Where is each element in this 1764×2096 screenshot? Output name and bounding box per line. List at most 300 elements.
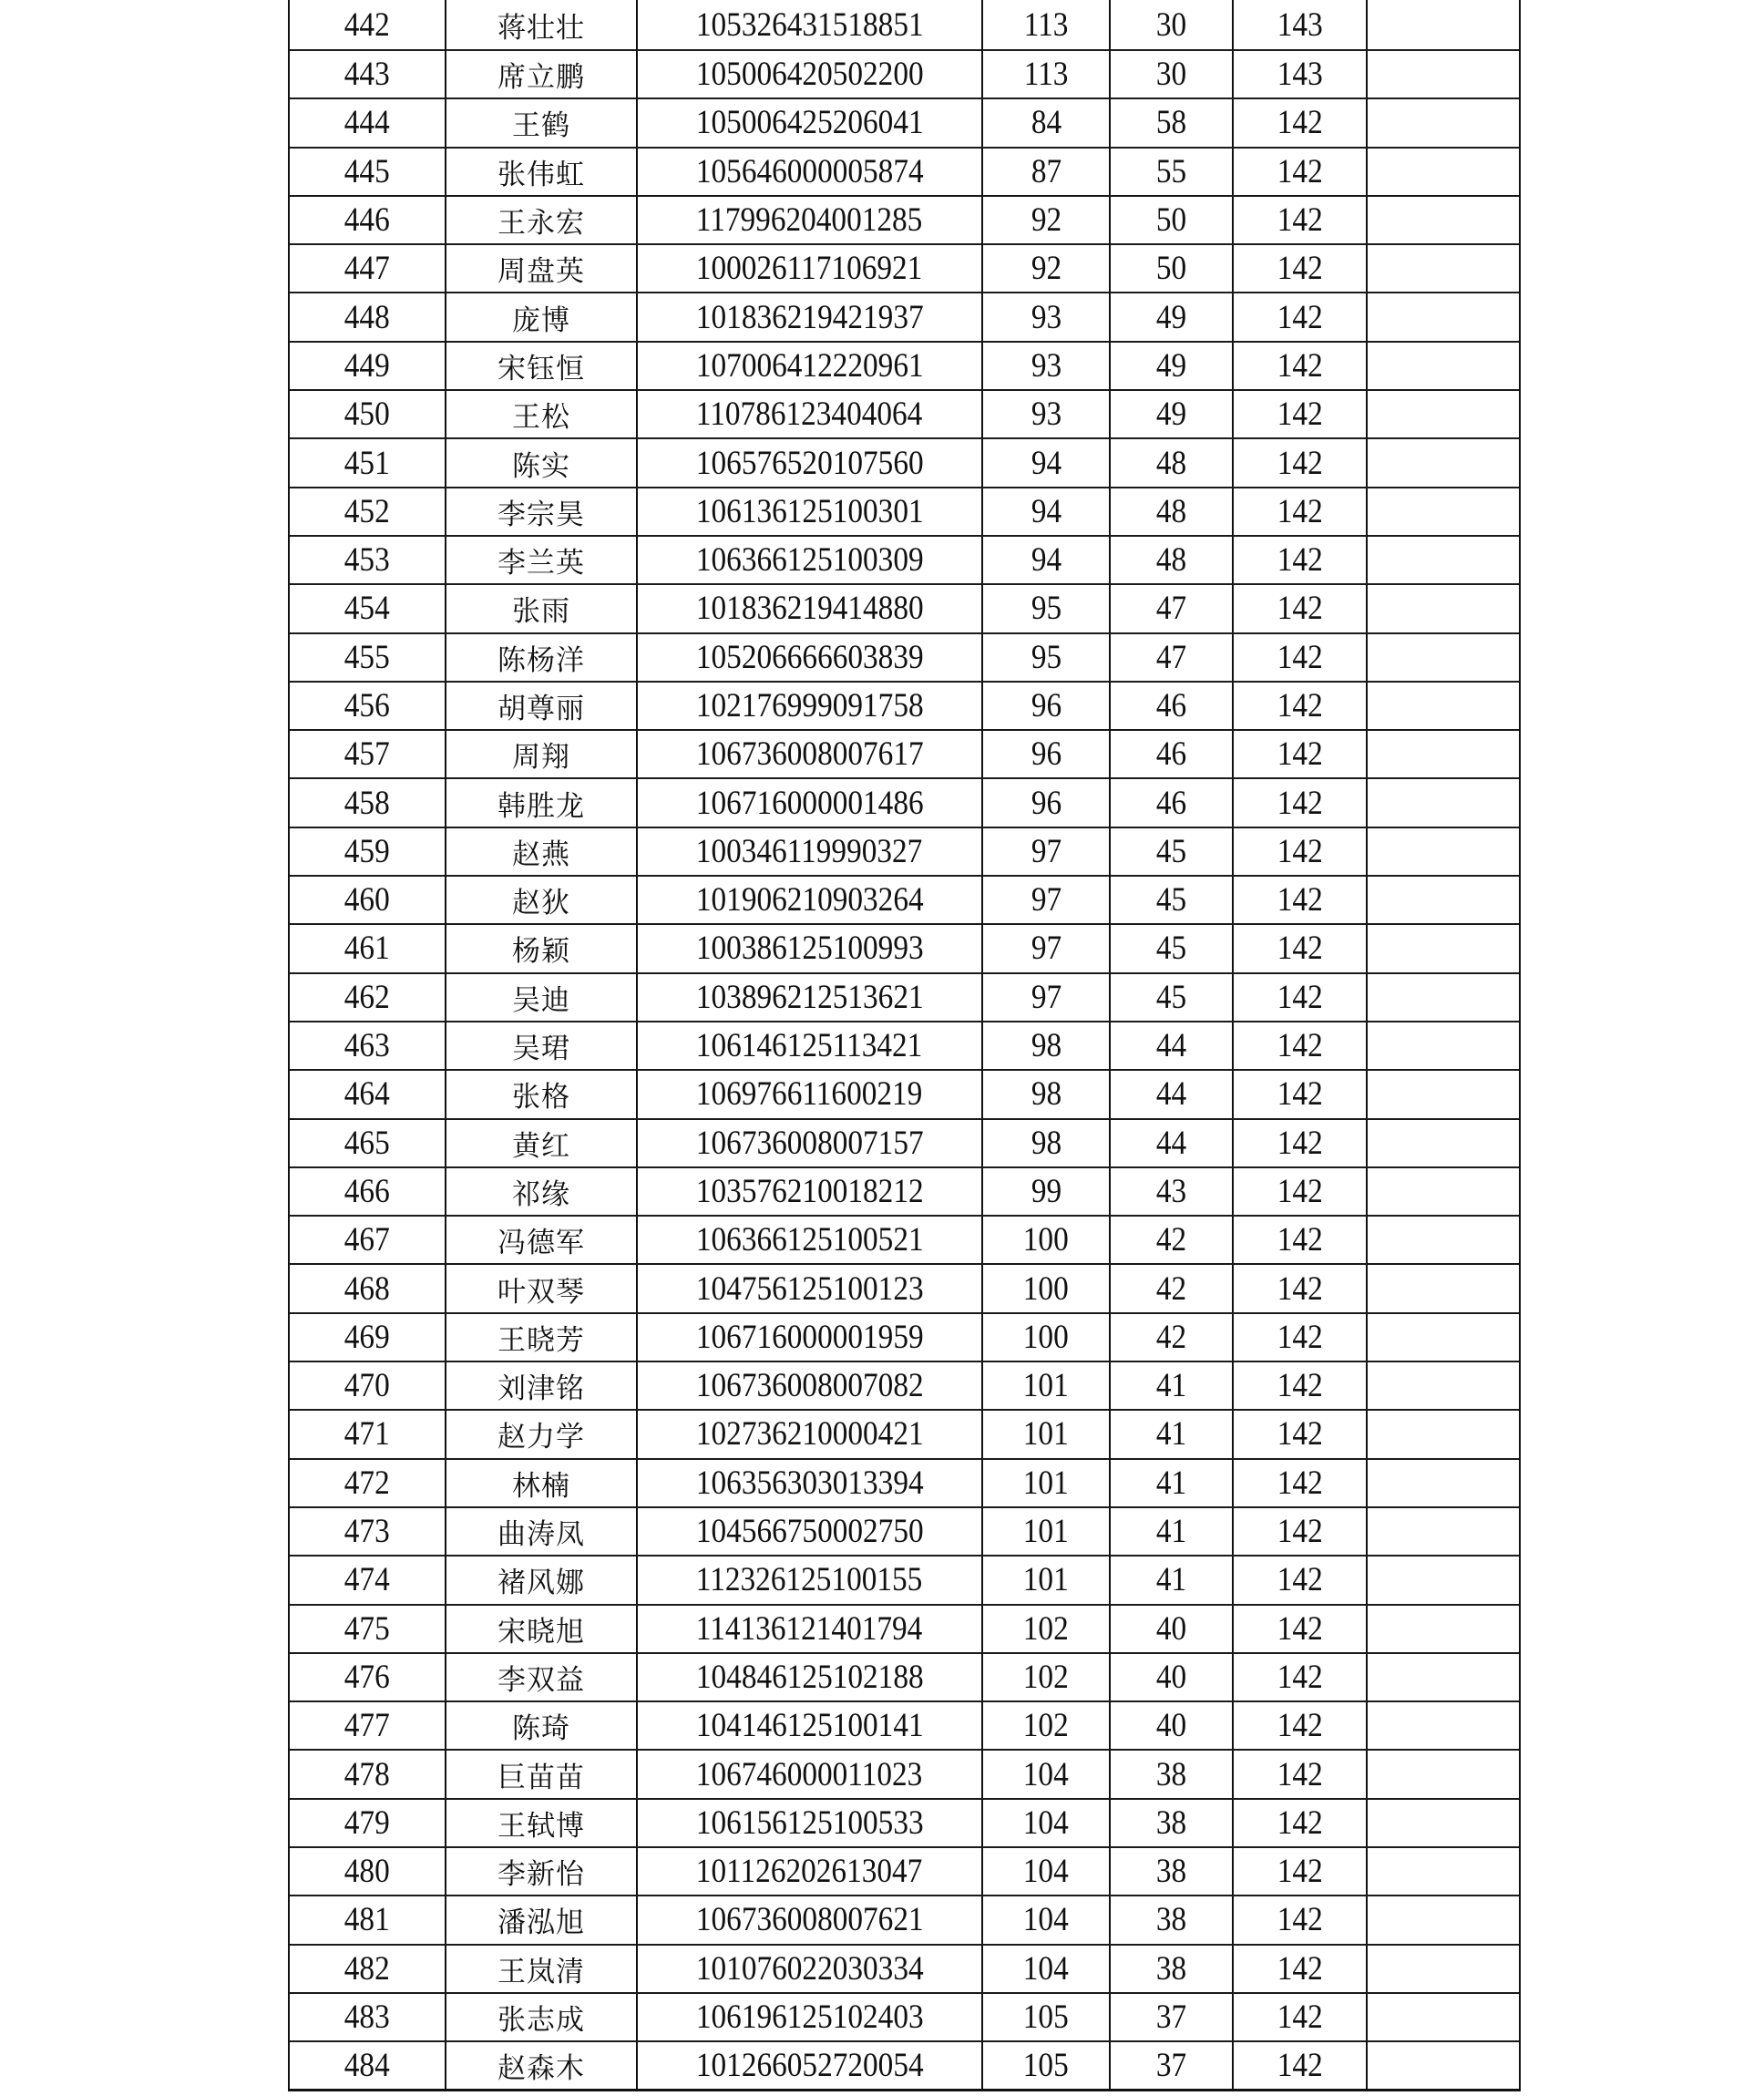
score-b-cell [1111, 1848, 1234, 1895]
score-a-cell-text: 100 [1023, 1318, 1069, 1356]
candidate-id-cell [638, 245, 983, 292]
candidate-id-cell-text: 101836219414880 [695, 590, 924, 628]
score-a-cell-text: 94 [1031, 444, 1061, 482]
table-row [290, 2040, 1519, 2089]
score-a-cell-text: 97 [1031, 832, 1061, 870]
score-b-cell-text: 46 [1155, 687, 1187, 724]
rank-cell-text: 465 [344, 1124, 390, 1162]
score-a-cell-text: 93 [1031, 396, 1061, 434]
candidate-id-cell-text: 106366125100521 [695, 1221, 924, 1259]
name-cell-text: 张雨 [512, 595, 570, 629]
name-cell-text: 叶双琴 [497, 1275, 585, 1309]
total-score-cell [1234, 731, 1368, 777]
name-cell [446, 1168, 638, 1215]
name-cell-text: 赵狄 [512, 887, 570, 920]
total-score-cell-text: 142 [1277, 687, 1323, 724]
table-row [290, 0, 1519, 49]
name-cell-text: 王轼博 [497, 1809, 585, 1843]
total-score-cell [1234, 1217, 1368, 1263]
table-row [290, 1361, 1519, 1409]
rank-cell-text: 481 [344, 1901, 390, 1939]
table-row [290, 1215, 1519, 1263]
total-score-cell [1234, 925, 1368, 971]
score-a-cell-text: 97 [1031, 978, 1061, 1016]
score-b-cell-text: 44 [1155, 1027, 1187, 1065]
candidate-id-cell [638, 1120, 983, 1166]
score-a-cell-text: 98 [1031, 1027, 1061, 1065]
name-cell-text: 蒋壮壮 [497, 11, 585, 45]
candidate-id-cell-text: 106156125100533 [695, 1803, 924, 1842]
total-score-cell-text: 143 [1277, 5, 1323, 44]
score-b-cell-text: 40 [1155, 1707, 1187, 1745]
name-cell-text: 陈杨洋 [497, 643, 585, 677]
total-score-cell [1234, 391, 1368, 437]
total-score-cell [1234, 1362, 1368, 1409]
name-cell [446, 1265, 638, 1311]
total-score-cell [1234, 1022, 1368, 1069]
rank-cell-text: 447 [344, 250, 390, 288]
score-b-cell [1111, 1314, 1234, 1361]
score-a-cell [983, 1896, 1111, 1943]
rank-cell-text: 445 [344, 152, 390, 190]
candidate-id-cell [638, 877, 983, 923]
table-row [290, 1555, 1519, 1603]
score-a-cell [983, 293, 1111, 340]
rank-cell-text: 484 [344, 2047, 390, 2085]
score-a-cell-text: 97 [1031, 930, 1061, 968]
name-cell-text: 巨苗苗 [497, 1761, 585, 1794]
rank-cell [290, 1362, 446, 1409]
table-row [290, 681, 1519, 729]
score-a-cell [983, 1460, 1111, 1506]
rank-cell [290, 1606, 446, 1652]
total-score-cell-text: 142 [1277, 930, 1323, 968]
table-row [290, 1846, 1519, 1895]
candidate-id-cell [638, 1314, 983, 1361]
candidate-id-cell-text: 106976611600219 [696, 1075, 923, 1114]
candidate-id-cell [638, 1022, 983, 1069]
rank-cell-text: 453 [344, 541, 390, 580]
score-b-cell-text: 40 [1155, 1609, 1187, 1648]
note-cell [1368, 99, 1519, 146]
name-cell [446, 1411, 638, 1457]
rank-cell [290, 974, 446, 1021]
name-cell-text: 周翔 [512, 741, 570, 775]
score-b-cell [1111, 828, 1234, 875]
name-cell [446, 391, 638, 437]
score-a-cell-text: 94 [1031, 492, 1061, 530]
name-cell-text: 席立鹏 [497, 61, 585, 95]
note-cell [1368, 1606, 1519, 1652]
total-score-cell [1234, 1460, 1368, 1506]
candidate-id-cell [638, 1654, 983, 1700]
rank-cell-text: 452 [344, 492, 390, 530]
total-score-cell [1234, 99, 1368, 146]
total-score-cell [1234, 1800, 1368, 1846]
rank-cell [290, 1751, 446, 1797]
name-cell-text: 王永宏 [497, 207, 585, 241]
score-b-cell-text: 40 [1155, 1658, 1187, 1696]
rank-cell [290, 0, 446, 49]
score-a-cell-text: 99 [1031, 1172, 1061, 1210]
total-score-cell [1234, 828, 1368, 875]
name-cell [446, 1751, 638, 1797]
score-a-cell-text: 87 [1031, 152, 1061, 190]
rank-cell-text: 473 [344, 1513, 390, 1551]
total-score-cell-text: 142 [1277, 1755, 1323, 1793]
candidate-id-cell [638, 537, 983, 583]
name-cell [446, 245, 638, 292]
candidate-id-cell-text: 105646000005874 [695, 152, 924, 190]
score-b-cell-text: 49 [1155, 396, 1187, 434]
total-score-cell-text: 142 [1277, 298, 1323, 336]
score-a-cell-text: 97 [1031, 881, 1061, 920]
candidate-id-cell [638, 1168, 983, 1215]
rank-cell-text: 477 [344, 1707, 390, 1745]
table-row [290, 632, 1519, 681]
name-cell [446, 1362, 638, 1409]
name-cell-text: 赵森木 [497, 2052, 585, 2086]
note-cell [1368, 1411, 1519, 1457]
rank-cell-text: 478 [344, 1755, 390, 1793]
score-b-cell-text: 42 [1155, 1221, 1187, 1259]
candidate-id-cell-text: 105006425206041 [695, 104, 924, 142]
total-score-cell-text: 142 [1277, 1075, 1323, 1114]
note-cell [1368, 343, 1519, 389]
rank-cell-text: 480 [344, 1853, 390, 1891]
rank-cell [290, 779, 446, 826]
name-cell-text: 黄红 [512, 1129, 570, 1163]
name-cell [446, 683, 638, 729]
candidate-id-cell-text: 106366125100309 [695, 541, 924, 580]
candidate-id-cell [638, 585, 983, 632]
note-cell [1368, 1460, 1519, 1506]
score-a-cell [983, 149, 1111, 195]
name-cell-text: 王晓芳 [497, 1323, 585, 1357]
score-b-cell [1111, 1168, 1234, 1215]
note-cell [1368, 391, 1519, 437]
score-a-cell-text: 92 [1031, 250, 1061, 288]
score-a-cell-text: 93 [1031, 298, 1061, 336]
candidate-id-cell-text: 105006420502200 [695, 56, 924, 94]
score-a-cell-text: 104 [1023, 1901, 1069, 1939]
score-b-cell [1111, 488, 1234, 535]
score-a-cell [983, 1508, 1111, 1555]
score-a-cell [983, 1702, 1111, 1749]
candidate-id-cell-text: 114136121401794 [696, 1609, 923, 1648]
rank-cell [290, 1071, 446, 1117]
score-a-cell [983, 0, 1111, 49]
note-cell [1368, 1557, 1519, 1603]
table-row [290, 1118, 1519, 1166]
table-row [290, 1166, 1519, 1215]
candidate-id-cell-text: 104846125102188 [695, 1658, 924, 1696]
score-b-cell [1111, 634, 1234, 681]
score-b-cell-text: 49 [1155, 298, 1187, 336]
score-b-cell-text: 38 [1155, 1803, 1187, 1842]
total-score-cell-text: 142 [1277, 1415, 1323, 1454]
candidate-id-cell [638, 197, 983, 243]
name-cell [446, 828, 638, 875]
note-cell [1368, 2042, 1519, 2089]
name-cell [446, 439, 638, 486]
total-score-cell-text: 142 [1277, 1221, 1323, 1259]
total-score-cell [1234, 585, 1368, 632]
rank-cell-text: 456 [344, 687, 390, 724]
rank-cell [290, 537, 446, 583]
candidate-id-cell-text: 100026117106921 [696, 250, 923, 288]
candidate-id-cell-text: 102736210000421 [695, 1415, 924, 1454]
name-cell [446, 2042, 638, 2089]
total-score-cell-text: 142 [1277, 1124, 1323, 1162]
rank-cell [290, 1314, 446, 1361]
score-b-cell [1111, 1751, 1234, 1797]
candidate-id-cell-text: 106716000001486 [695, 784, 924, 822]
candidate-id-cell [638, 391, 983, 437]
score-b-cell [1111, 51, 1234, 98]
name-cell-text: 宋晓旭 [497, 1615, 585, 1649]
score-a-cell [983, 974, 1111, 1021]
name-cell-text: 赵力学 [497, 1421, 585, 1454]
score-b-cell-text: 41 [1155, 1464, 1187, 1502]
table-row [290, 875, 1519, 923]
name-cell [446, 1557, 638, 1603]
rank-cell [290, 683, 446, 729]
table-row [290, 487, 1519, 535]
total-score-cell [1234, 1508, 1368, 1555]
rank-cell [290, 1022, 446, 1069]
candidate-id-cell [638, 1217, 983, 1263]
name-cell-text: 陈实 [512, 449, 570, 483]
table-row [290, 972, 1519, 1021]
score-b-cell [1111, 293, 1234, 340]
name-cell [446, 1120, 638, 1166]
note-cell [1368, 974, 1519, 1021]
note-cell [1368, 925, 1519, 971]
total-score-cell [1234, 1751, 1368, 1797]
note-cell [1368, 877, 1519, 923]
total-score-cell-text: 143 [1277, 56, 1323, 94]
table-row [290, 729, 1519, 777]
rank-cell [290, 1411, 446, 1457]
total-score-cell-text: 142 [1277, 1172, 1323, 1210]
total-score-cell-text: 142 [1277, 1853, 1323, 1891]
total-score-cell-text: 142 [1277, 832, 1323, 870]
total-score-cell-text: 142 [1277, 1367, 1323, 1405]
total-score-cell [1234, 974, 1368, 1021]
name-cell-text: 宋钰恒 [497, 352, 585, 385]
score-a-cell [983, 1071, 1111, 1117]
candidate-id-cell [638, 683, 983, 729]
note-cell [1368, 1751, 1519, 1797]
candidate-id-cell [638, 1411, 983, 1457]
score-b-cell [1111, 877, 1234, 923]
score-table [288, 0, 1521, 2091]
score-a-cell [983, 1946, 1111, 1992]
table-row [290, 1458, 1519, 1506]
candidate-id-cell-text: 112326125100155 [696, 1561, 923, 1599]
candidate-id-cell [638, 1606, 983, 1652]
score-b-cell-text: 45 [1155, 930, 1187, 968]
score-a-cell [983, 1751, 1111, 1797]
score-a-cell-text: 100 [1023, 1269, 1069, 1308]
name-cell-text: 赵燕 [512, 837, 570, 871]
total-score-cell-text: 142 [1277, 1998, 1323, 2037]
candidate-id-cell-text: 106136125100301 [695, 492, 924, 530]
note-cell [1368, 1946, 1519, 1992]
table-row [290, 292, 1519, 340]
rank-cell [290, 245, 446, 292]
name-cell-text: 陈琦 [512, 1712, 570, 1746]
total-score-cell-text: 142 [1277, 492, 1323, 530]
name-cell [446, 1314, 638, 1361]
total-score-cell-text: 142 [1277, 1803, 1323, 1842]
note-cell [1368, 1314, 1519, 1361]
total-score-cell-text: 142 [1277, 784, 1323, 822]
note-cell [1368, 293, 1519, 340]
note-cell [1368, 537, 1519, 583]
total-score-cell-text: 142 [1277, 590, 1323, 628]
score-b-cell-text: 50 [1155, 250, 1187, 288]
rank-cell-text: 455 [344, 638, 390, 676]
score-b-cell [1111, 585, 1234, 632]
name-cell [446, 1702, 638, 1749]
candidate-id-cell [638, 0, 983, 49]
note-cell [1368, 585, 1519, 632]
table-row [290, 1798, 1519, 1846]
table-row [290, 243, 1519, 292]
total-score-cell-text: 142 [1277, 346, 1323, 385]
score-b-cell-text: 41 [1155, 1415, 1187, 1454]
note-cell [1368, 1654, 1519, 1700]
total-score-cell [1234, 1994, 1368, 2040]
candidate-id-cell-text: 104146125100141 [695, 1707, 924, 1745]
candidate-id-cell-text: 101836219421937 [695, 298, 924, 336]
score-b-cell-text: 49 [1155, 346, 1187, 385]
name-cell [446, 634, 638, 681]
candidate-id-cell [638, 925, 983, 971]
score-b-cell-text: 50 [1155, 201, 1187, 240]
score-a-cell-text: 95 [1031, 590, 1061, 628]
rank-cell [290, 1896, 446, 1943]
note-cell [1368, 488, 1519, 535]
name-cell-text: 冯德军 [497, 1227, 585, 1260]
score-b-cell-text: 42 [1155, 1269, 1187, 1308]
name-cell-text: 吴迪 [512, 983, 570, 1017]
table-row [290, 1021, 1519, 1069]
rank-cell-text: 458 [344, 784, 390, 822]
score-b-cell [1111, 1800, 1234, 1846]
name-cell-text: 王鹤 [512, 109, 570, 143]
candidate-id-cell-text: 106736008007157 [695, 1124, 924, 1162]
rank-cell [290, 1994, 446, 2040]
note-cell [1368, 1120, 1519, 1166]
rank-cell [290, 877, 446, 923]
total-score-cell-text: 142 [1277, 201, 1323, 240]
rank-cell-text: 449 [344, 346, 390, 385]
name-cell [446, 1848, 638, 1895]
score-b-cell [1111, 537, 1234, 583]
table-row [290, 535, 1519, 583]
name-cell [446, 1800, 638, 1846]
score-b-cell-text: 58 [1155, 104, 1187, 142]
rank-cell [290, 634, 446, 681]
score-b-cell-text: 45 [1155, 881, 1187, 920]
total-score-cell [1234, 1265, 1368, 1311]
score-a-cell [983, 1606, 1111, 1652]
rank-cell [290, 391, 446, 437]
note-cell [1368, 1168, 1519, 1215]
score-a-cell [983, 1168, 1111, 1215]
score-b-cell-text: 44 [1155, 1124, 1187, 1162]
candidate-id-cell-text: 101266052720054 [695, 2047, 924, 2085]
score-b-cell [1111, 99, 1234, 146]
score-a-cell-text: 104 [1023, 1853, 1069, 1891]
table-row [290, 583, 1519, 632]
rank-cell [290, 488, 446, 535]
score-b-cell-text: 30 [1155, 5, 1187, 44]
candidate-id-cell [638, 51, 983, 98]
score-b-cell-text: 30 [1155, 56, 1187, 94]
score-a-cell [983, 683, 1111, 729]
score-a-cell [983, 1994, 1111, 2040]
rank-cell [290, 1702, 446, 1749]
score-a-cell-text: 94 [1031, 541, 1061, 580]
rank-cell [290, 343, 446, 389]
candidate-id-cell-text: 103896212513621 [695, 978, 924, 1016]
score-a-cell [983, 439, 1111, 486]
score-a-cell-text: 98 [1031, 1124, 1061, 1162]
score-b-cell [1111, 1606, 1234, 1652]
name-cell-text: 王岚清 [497, 1955, 585, 1988]
total-score-cell [1234, 1848, 1368, 1895]
score-a-cell-text: 102 [1023, 1609, 1069, 1648]
rank-cell [290, 439, 446, 486]
candidate-id-cell-text: 105326431518851 [695, 5, 924, 44]
rank-cell-text: 471 [344, 1415, 390, 1454]
score-a-cell [983, 488, 1111, 535]
name-cell [446, 488, 638, 535]
candidate-id-cell [638, 1994, 983, 2040]
candidate-id-cell-text: 105206666603839 [695, 638, 924, 676]
rank-cell-text: 470 [344, 1367, 390, 1405]
candidate-id-cell [638, 1702, 983, 1749]
candidate-id-cell [638, 1508, 983, 1555]
total-score-cell-text: 142 [1277, 1027, 1323, 1065]
name-cell-text: 李兰英 [497, 547, 585, 581]
rank-cell [290, 197, 446, 243]
candidate-id-cell-text: 106746000011023 [696, 1755, 923, 1793]
note-cell [1368, 0, 1519, 49]
table-row [290, 923, 1519, 971]
candidate-id-cell [638, 149, 983, 195]
score-a-cell-text: 102 [1023, 1707, 1069, 1745]
table-row [290, 1700, 1519, 1749]
score-a-cell [983, 585, 1111, 632]
score-b-cell [1111, 779, 1234, 826]
score-a-cell-text: 100 [1023, 1221, 1069, 1259]
candidate-id-cell [638, 343, 983, 389]
candidate-id-cell-text: 103576210018212 [695, 1172, 924, 1210]
rank-cell-text: 479 [344, 1803, 390, 1842]
rank-cell [290, 731, 446, 777]
score-b-cell-text: 41 [1155, 1513, 1187, 1551]
score-a-cell [983, 1848, 1111, 1895]
total-score-cell [1234, 1946, 1368, 1992]
total-score-cell-text: 142 [1277, 1949, 1323, 1988]
total-score-cell [1234, 634, 1368, 681]
name-cell-text: 张志成 [497, 2004, 585, 2038]
